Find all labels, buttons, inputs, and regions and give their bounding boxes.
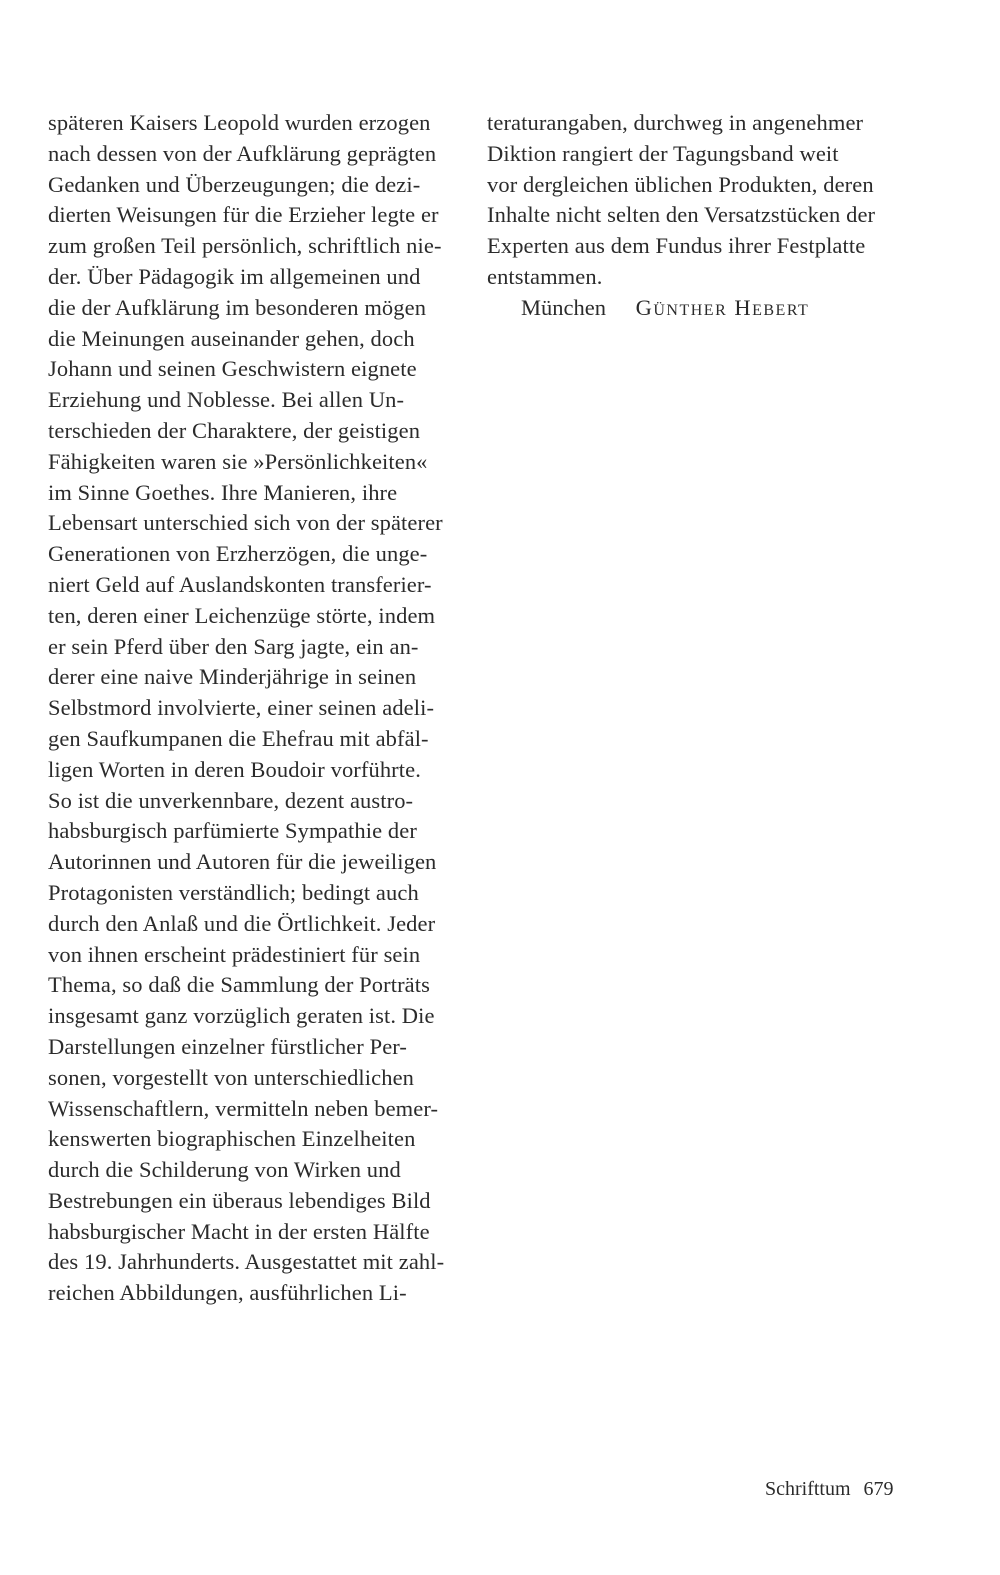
text-line: terschieden der Charaktere, der geistigen: [48, 417, 421, 443]
text-line: vor dergleichen üblichen Produkten, deren: [487, 171, 874, 197]
text-line: dierten Weisungen für die Erzieher legte er: [48, 202, 439, 228]
text-line: kenswerten biographischen Einzelheiten: [48, 1126, 416, 1152]
text-line: reichen Abbildungen, ausführlichen Li-: [48, 1280, 407, 1306]
review-signature: [487, 293, 917, 324]
signature-city: München: [521, 294, 606, 320]
text-line: teraturangaben, durchweg in angenehmer: [487, 110, 864, 135]
text-line: niert Geld auf Auslandskonten transferier-: [48, 571, 432, 597]
text-line: Fähigkeiten waren sie »Persönlichkeiten«: [48, 448, 428, 474]
text-line: Protagonisten verständlich; bedingt auch: [48, 879, 419, 905]
text-line: entstammen.: [487, 263, 603, 289]
text-line: habsburgischer Macht in der ersten Hälfte: [48, 1218, 430, 1244]
text-line: Inhalte nicht selten den Versatzstücken der: [487, 202, 876, 228]
text-line: späteren Kaisers Leopold wurden erzogen: [48, 110, 431, 135]
text-line: der. Über Pädagogik im allgemeinen und: [48, 263, 421, 289]
left-text-column: [48, 108, 468, 1309]
text-line: Bestrebungen ein überaus lebendiges Bild: [48, 1187, 431, 1213]
text-line: gen Saufkumpanen die Ehefrau mit abfäl-: [48, 725, 429, 751]
text-line: Generationen von Erzherzögen, die unge-: [48, 541, 428, 567]
text-line: Autorinnen und Autoren für die jeweiligen: [48, 849, 437, 875]
text-line: durch den Anlaß und die Örtlichkeit. Jeder: [48, 910, 436, 936]
text-line: Experten aus dem Fundus ihrer Festplatte: [487, 233, 866, 259]
signature-author: Günther Hebert: [635, 294, 810, 320]
text-line: Darstellungen einzelner fürstlicher Per-: [48, 1033, 408, 1059]
text-line: zum großen Teil persönlich, schriftlich nie-: [48, 233, 442, 259]
text-line: er sein Pferd über den Sarg jagte, ein an-: [48, 633, 419, 659]
text-line: Johann und seinen Geschwistern eignete: [48, 356, 417, 382]
text-line: insgesamt ganz vorzüglich geraten ist. Die: [48, 1003, 435, 1029]
text-line: Selbstmord involvierte, einer seinen adeli-: [48, 695, 435, 721]
text-line: ten, deren einer Leichenzüge störte, indem: [48, 602, 436, 628]
text-line: Lebensart unterschied sich von der späterer: [48, 510, 443, 536]
page-footer: [765, 1474, 925, 1504]
text-line: habsburgisch parfümierte Sympathie der: [48, 818, 417, 844]
text-line: die Meinungen auseinander gehen, doch: [48, 325, 415, 351]
text-line: nach dessen von der Aufklärung geprägten: [48, 140, 437, 166]
text-line: Gedanken und Überzeugungen; die dezi-: [48, 171, 421, 197]
text-line: So ist die unverkennbare, dezent austro-: [48, 787, 414, 813]
text-line: Erziehung und Noblesse. Bei allen Un-: [48, 387, 405, 413]
text-line: die der Aufklärung im besonderen mögen: [48, 294, 427, 320]
text-line: von ihnen erscheint prädestiniert für sein: [48, 941, 421, 967]
running-footer-section: Schrifttum: [765, 1478, 851, 1500]
text-line: Thema, so daß die Sammlung der Porträts: [48, 972, 430, 998]
text-line: des 19. Jahrhunderts. Ausgestattet mit zahl-: [48, 1249, 445, 1275]
page-number: 679: [863, 1478, 894, 1500]
text-line: Wissenschaftlern, vermitteln neben bemer-: [48, 1095, 439, 1121]
text-line: ligen Worten in deren Boudoir vorführte.: [48, 756, 421, 782]
text-line: Diktion rangiert der Tagungsband weit: [487, 140, 839, 166]
right-text-column: [487, 108, 917, 324]
text-line: sonen, vorgestellt von unterschiedlichen: [48, 1064, 414, 1090]
text-line: durch die Schilderung von Wirken und: [48, 1157, 401, 1183]
text-line: im Sinne Goethes. Ihre Manieren, ihre: [48, 479, 398, 505]
text-line: derer eine naive Minderjährige in seinen: [48, 664, 417, 690]
